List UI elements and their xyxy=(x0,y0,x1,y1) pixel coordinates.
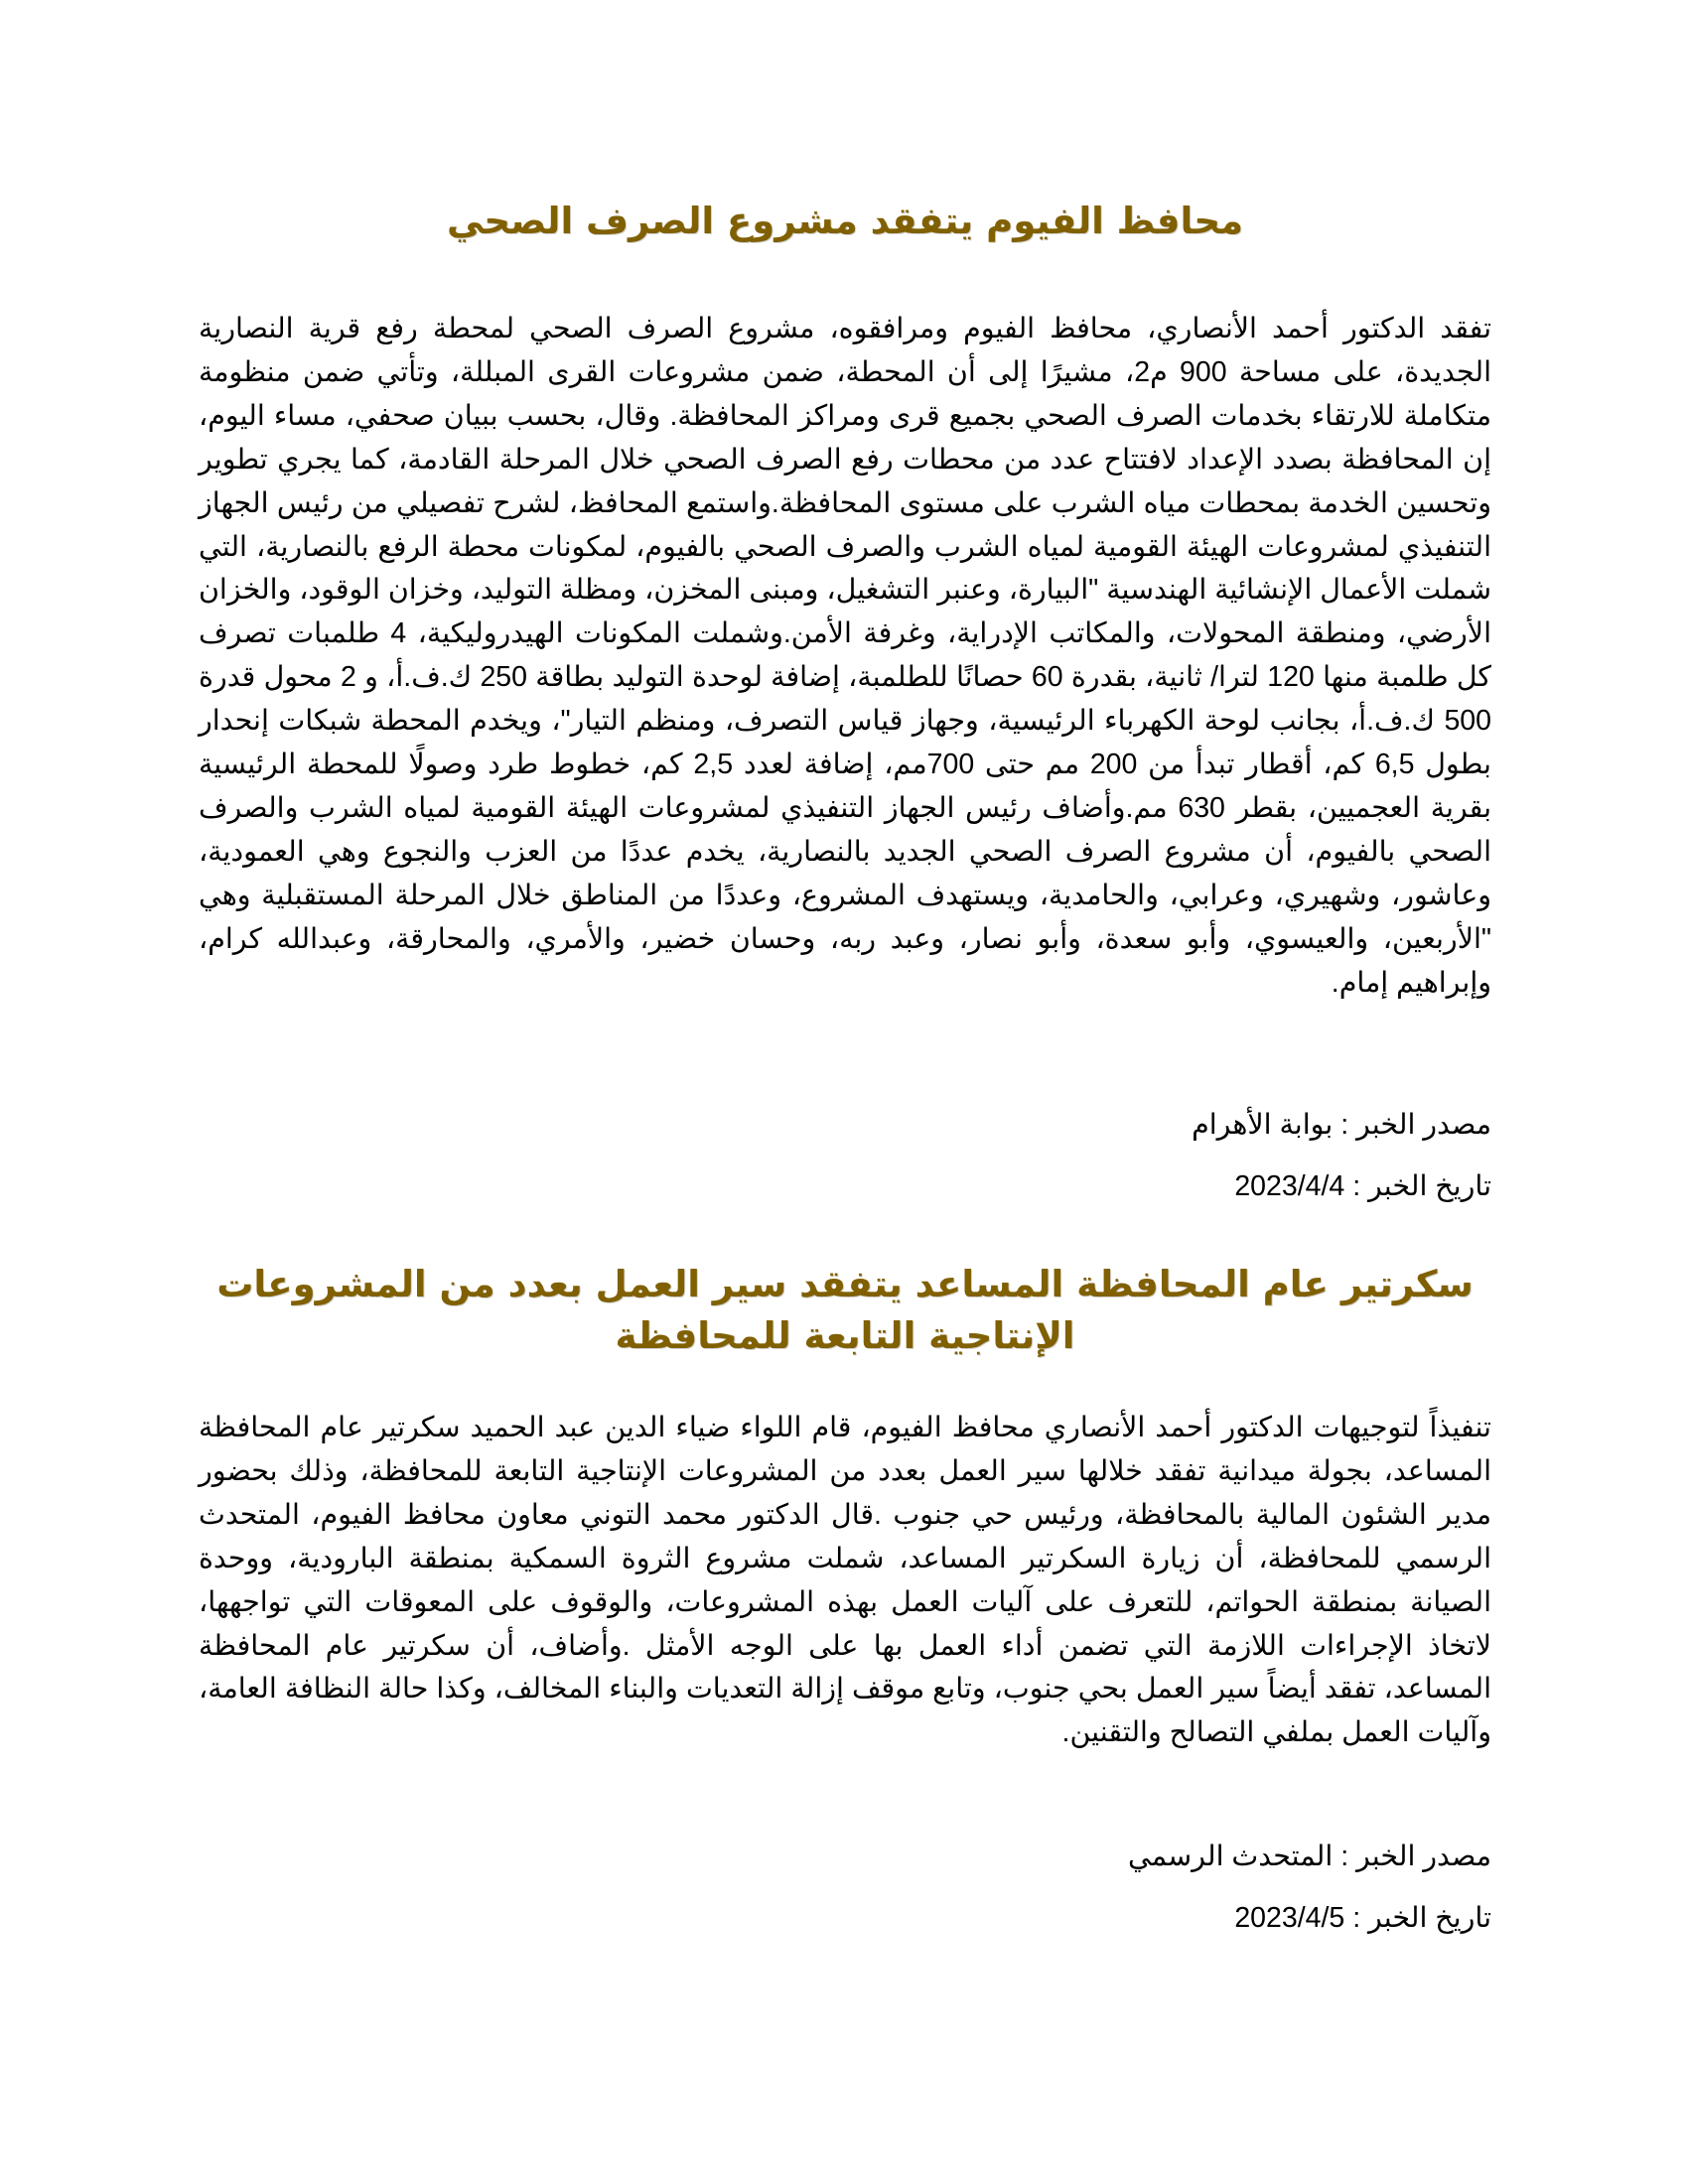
date-value: 2023/4/4 xyxy=(1234,1170,1345,1202)
separator: : xyxy=(1333,1109,1357,1141)
article-1-source xyxy=(1192,1107,1491,1143)
source-label: مصدر الخبر xyxy=(1356,1841,1491,1872)
source-label: مصدر الخبر xyxy=(1356,1109,1491,1141)
separator: : xyxy=(1333,1841,1357,1872)
article-1-title: محافظ الفيوم يتفقد مشروع الصرف الصحي xyxy=(447,200,1243,242)
separator: : xyxy=(1344,1902,1369,1934)
article-2-title: سكرتير عام المحافظة المساعد يتفقد سير العمل بعدد من المشروعات الإنتاجية التابعة للمحافظة xyxy=(216,1263,1474,1357)
article-1-date xyxy=(1234,1168,1491,1204)
article-1-body: تفقد الدكتور أحمد الأنصاري، محافظ الفيوم ومرافقوه، مشروع الصرف الصحي لمحطة رفع قرية النصارية الجديدة، على مساحة 900 م2، مشيرًا إلى أن المحطة، ضمن مشروعات القرى المبللة، وتأتي ضمن منظومة متكاملة للارتقاء بخدمات الصرف الصحي بجميع قرى ومراكز المحافظة. وقال، بحسب ببيان صحفي، مساء اليوم، إن المحافظة بصدد الإعداد لافتتاح عدد من محطات رفع الصرف الصحي خلال المرحلة القادمة، كما يجري تطوير وتحسين الخدمة بمحطات مياه الشرب على مستوى المحافظة.واستمع المحافظ، لشرح تفصيلي من رئيس الجهاز التنفيذي لمشروعات الهيئة القومية لمياه الشرب والصرف الصحي بالفيوم، لمكونات محطة الرفع بالنصارية، التي شملت الأعمال الإنشائية الهندسية "البيارة، وعنبر التشغيل، ومبنى المخزن، ومظلة التوليد، وخزان الوقود، والخزان الأرضي، ومنطقة المحولات، والمكاتب الإدراية، وغرفة الأمن.وشملت المكونات الهيدروليكية، 4 طلمبات تصرف كل طلمبة منها 120 لترا/ ثانية، بقدرة 60 حصانًا للطلمبة، إضافة لوحدة التوليد بطاقة 250 ك.ف.أ، و 2 محول قدرة 500 ك.ف.أ، بجانب لوحة الكهرباء الرئيسية، وجهاز قياس التصرف، ومنظم التيار"، ويخدم المحطة شبكات إنحدار بطول 6,5 كم، أقطار تبدأ من 200 مم حتى 700مم، إضافة لعدد 2,5 كم، خطوط طرد وصولًا للمحطة الرئيسية بقرية العجميين، بقطر 630 مم.وأضاف رئيس الجهاز التنفيذي لمشروعات الهيئة القومية لمياه الشرب والصرف الصحي بالفيوم، أن مشروع الصرف الصحي الجديد بالنصارية، يخدم عددًا من العزب والنجوع وهي العمودية، وعاشور، وشهيري، وعرابي، والحامدية، ويستهدف المشروع، وعددًا من المناطق خلال المرحلة المستقبلية وهي "الأربعين، والعيسوي، وأبو سعدة، وأبو نصار، وعبد ربه، وحسان خضير، والأمري، والمحارقة، وعبدالله كرام، وإبراهيم إمام. xyxy=(199,313,1491,999)
date-value: 2023/4/5 xyxy=(1234,1902,1345,1934)
source-value: المتحدث الرسمي xyxy=(1128,1841,1334,1872)
article-2-body: تنفيذاً لتوجيهات الدكتور أحمد الأنصاري محافظ الفيوم، قام اللواء ضياء الدين عبد الحميد سكرتير عام المحافظة المساعد، بجولة ميدانية تفقد خلالها سير العمل بعدد من المشروعات الإنتاجية التابعة للمحافظة، وذلك بحضور مدير الشئون المالية بالمحافظة، ورئيس حي جنوب .قال الدكتور محمد التوني معاون محافظ الفيوم، المتحدث الرسمي للمحافظة، أن زيارة السكرتير المساعد، شملت مشروع الثروة السمكية بمنطقة البارودية، ووحدة الصيانة بمنطقة الحواتم، للتعرف على آليات العمل بهذه المشروعات، والوقوف على المعوقات التي تواجهها، لاتخاذ الإجراءات اللازمة التي تضمن أداء العمل بها على الوجه الأمثل .وأضاف، أن سكرتير عام المحافظة المساعد، تفقد أيضاً سير العمل بحي جنوب، وتابع موقف إزالة التعديات والبناء المخالف، وكذا حالة النظافة العامة، وآليات العمل بملفي التصالح والتقنين. xyxy=(199,1412,1491,1749)
separator: : xyxy=(1344,1170,1369,1202)
article-2-date xyxy=(1234,1900,1491,1936)
date-label: تاريخ الخبر xyxy=(1368,1902,1491,1934)
article-2-source xyxy=(1128,1839,1491,1874)
source-value: بوابة الأهرام xyxy=(1192,1109,1334,1141)
date-label: تاريخ الخبر xyxy=(1368,1170,1491,1202)
